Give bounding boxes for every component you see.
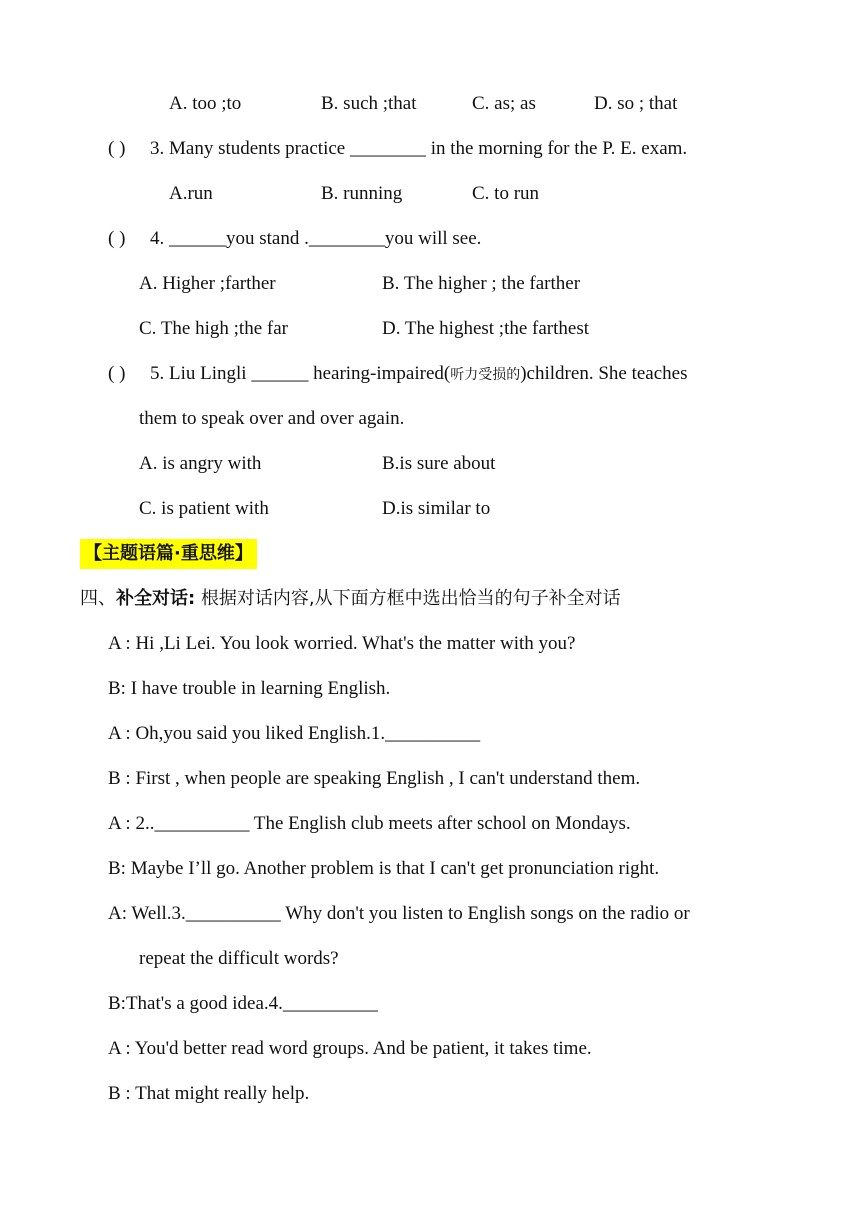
q4-option-d: D. The highest ;the farthest — [382, 318, 590, 339]
q5-text-after: )children. She teaches — [520, 363, 688, 384]
q5-option-b: B.is sure about — [382, 453, 496, 474]
dialogue-line: B : First , when people are speaking English , I can't understand them. — [108, 768, 641, 789]
q4-option-a: A. Higher ;farther — [139, 273, 276, 294]
dialogue-line: A : 2..__________ The English club meets after school on Mondays. — [108, 813, 631, 834]
dialogue-line: A : Oh,you said you liked English.1.__________ — [108, 723, 481, 744]
dialogue-line: B: Maybe I’ll go. Another problem is that I can't get pronunciation right. — [108, 858, 660, 879]
q5-option-a: A. is angry with — [139, 453, 262, 474]
q5-option-c: C. is patient with — [139, 498, 269, 519]
dialogue-line: B : That might really help. — [108, 1083, 310, 1104]
dialogue-line: B: I have trouble in learning English. — [108, 678, 391, 699]
q2-option-b: B. such ;that — [321, 93, 417, 114]
section-4-instruction: 根据对话内容,从下面方框中选出恰当的句子补全对话 — [195, 588, 621, 609]
q3-option-a: A.run — [169, 183, 213, 204]
q4-option-b: B. The higher ; the farther — [382, 273, 581, 294]
dialogue-line-continued: repeat the difficult words? — [139, 948, 339, 969]
section-4-title: 补全对话: — [116, 588, 196, 609]
q5-text-before: 5. Liu Lingli ______ hearing-impaired( — [150, 363, 451, 384]
q5-text — [150, 362, 687, 387]
dialogue-line: A: Well.3.__________ Why don't you listen to English songs on the radio or — [108, 903, 690, 924]
q2-option-d: D. so ; that — [594, 93, 678, 114]
q3-option-b: B. running — [321, 183, 403, 204]
section-banner: 【主题语篇·重思维】 — [80, 539, 257, 569]
q5-text-continued: them to speak over and over again. — [139, 408, 405, 429]
dialogue-line: B:That's a good idea.4.__________ — [108, 993, 378, 1014]
q2-option-c: C. as; as — [472, 93, 536, 114]
q3-answer-blank: ( ) — [108, 138, 126, 159]
dialogue-line: A : Hi ,Li Lei. You look worried. What's the matter with you? — [108, 633, 576, 654]
q4-option-c: C. The high ;the far — [139, 318, 288, 339]
section-4-heading — [80, 587, 621, 611]
q4-answer-blank: ( ) — [108, 228, 126, 249]
q4-text: 4. ______you stand .________you will see. — [150, 228, 482, 249]
q5-option-d: D.is similar to — [382, 498, 491, 519]
q2-option-a: A. too ;to — [169, 93, 242, 114]
q5-text-cn: 听力受损的 — [450, 367, 521, 383]
section-4-number: 四、 — [80, 588, 116, 609]
q3-text: 3. Many students practice ________ in the morning for the P. E. exam. — [150, 138, 688, 159]
q3-option-c: C. to run — [472, 183, 540, 204]
q5-answer-blank: ( ) — [108, 363, 126, 384]
dialogue-line: A : You'd better read word groups. And be patient, it takes time. — [108, 1038, 592, 1059]
